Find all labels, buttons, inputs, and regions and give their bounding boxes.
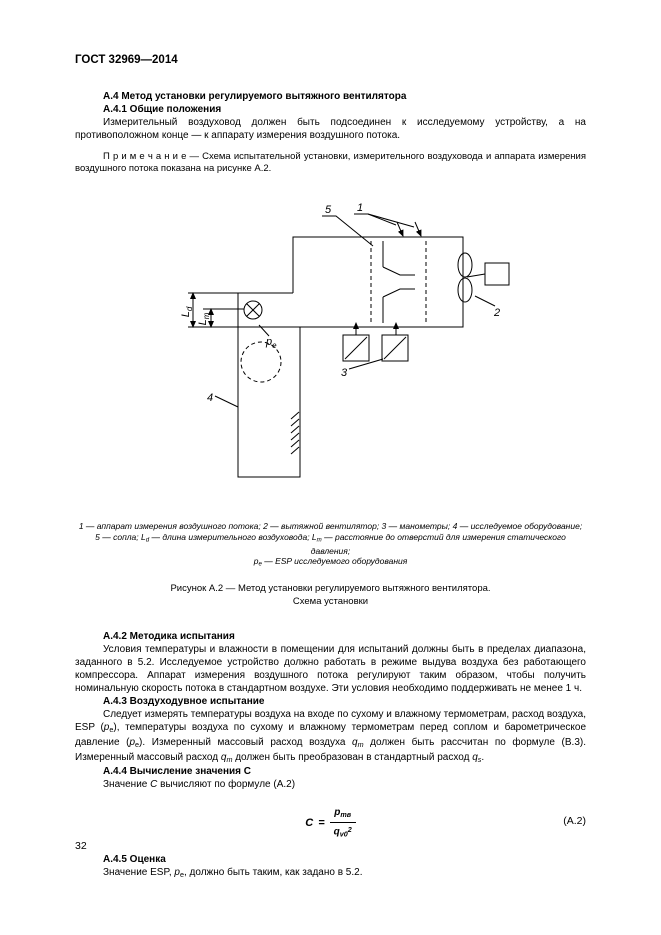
test-unit [238, 327, 300, 477]
probe-arrows [397, 222, 421, 236]
doc-standard-number: ГОСТ 32969—2014 [75, 54, 178, 66]
formula-numerator: $p_{тв}$ [334, 806, 352, 819]
legend-line-3: $p_е$ — ESP исследуемого оборудования [253, 556, 408, 568]
heading-a44: А.4.4 Вычисление значения С [103, 766, 251, 778]
formula-expression [305, 807, 356, 840]
fan-motor [485, 263, 509, 285]
label-3: 3 [341, 367, 348, 379]
measuring-chamber [188, 237, 463, 327]
figure-legend [75, 521, 586, 570]
nozzle [383, 241, 415, 323]
heading-a41: А.4.1 Общие положения [103, 104, 222, 115]
formula-equals: = [318, 816, 325, 829]
caption-line-1: Рисунок А.2 — Метод установки регулируемого вытяжного вентилятора. [170, 583, 491, 595]
label-lm: $L_m$ [197, 312, 211, 326]
note-paragraph: П р и м е ч а н и е — Схема испытательной установки, измерительного воздуховода и аппарата измерения воздушного потока показана на рисунке А.2. [75, 151, 586, 174]
heading-a43: А.4.3 Воздуходувное испытание [103, 696, 265, 708]
caption-line-2: Схема установки [292, 596, 369, 608]
equation-number: (А.2) [563, 815, 586, 828]
figure-caption [75, 582, 586, 608]
page-number: 32 [75, 840, 87, 852]
formula-lhs: C [305, 816, 314, 829]
pressure-tap-symbol [244, 301, 262, 319]
label-5: 5 [325, 204, 332, 216]
figure-a2-diagram [93, 195, 553, 517]
formula-a2 [75, 801, 586, 845]
paragraph-a44: Значение С вычисляют по формуле (А.2) [103, 779, 296, 791]
exhaust-fan [458, 253, 509, 302]
paragraph-a43: Следует измерять температуры воздуха на входе по сухому и влажному термометрам, расход воздуха, ESP $(p_е)$, температуры воздуха по сухому и влажному термометрам перед соплом и барометрическое давление $(p_е)$. Измеренный массовый расход воздуха $q_m$ должен быть рассчитан по формуле (В.3). Измеренный массовый расход $q_m$ должен быть преобразован в стандартный расход $q_s$. [75, 709, 586, 764]
label-ld: $L_d$ [180, 306, 194, 318]
formula-fraction [330, 807, 356, 840]
label-4: 4 [207, 392, 214, 404]
figure-area [75, 195, 586, 517]
label-2: 2 [494, 307, 501, 319]
hatching [291, 412, 299, 454]
heading-a45: А.4.5 Оценка [103, 854, 166, 866]
paragraph-a45: Значение ESP, $p_е$, должно быть таким, как задано в 5.2. [103, 867, 363, 880]
formula-denominator: $q_{v0}^2$ [330, 822, 356, 840]
label-1: 1 [357, 202, 364, 214]
leader-lines [215, 214, 495, 407]
legend-line-1: 1 — аппарат измерения воздушного потока; 2 — вытяжной вентилятор; 3 — манометры; 4 — исследуемое оборудование; [78, 521, 583, 531]
label-pe: $p_е$ [266, 336, 277, 350]
legend-line-2: 5 — сопла; $L_d$ — длина измерительного воздуховода; $L_m$ — расстояние до отверстий для измерения статического давления; [95, 531, 566, 556]
heading-a4: А.4 Метод установки регулируемого вытяжного вентилятора [103, 91, 407, 102]
paragraph-a41: Измерительный воздуховод должен быть подсоединен к исследуемому устройству, а на противоположном конце — к аппарату измерения воздушного потока. [75, 117, 586, 141]
screens [371, 241, 426, 323]
paragraph-a42: Условия температуры и влажности в помещении для испытаний должны быть в пределах диапазона, заданного в 5.2. Исследуемое устройство должно работать в режиме выдува воздуха без работающего компрессора. Аппарат измерения воздушного потока регулируют таким образом, чтобы получить номинальную скорость потока в стандартном воздухе. Эти условия необходимо поддерживать не менее 1 ч. [75, 644, 586, 695]
manometers [343, 323, 408, 361]
heading-a42: А.4.2 Методика испытания [103, 631, 235, 643]
content-column [75, 90, 586, 881]
